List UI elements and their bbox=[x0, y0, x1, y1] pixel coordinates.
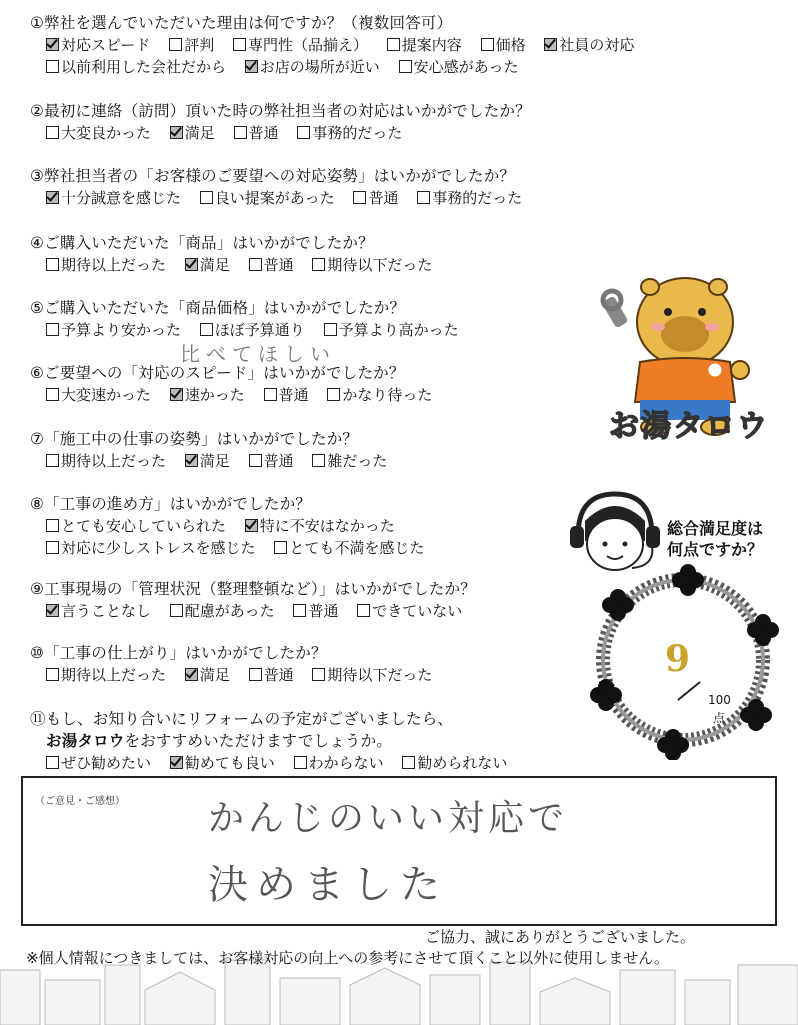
option[interactable]: 特に不安はなかった bbox=[245, 515, 395, 537]
option[interactable]: 普通 bbox=[264, 384, 309, 406]
option[interactable]: 期待以上だった bbox=[46, 450, 166, 472]
satisfaction-unit: 点 bbox=[713, 711, 726, 725]
checkbox[interactable] bbox=[544, 38, 557, 51]
question-6 bbox=[30, 362, 620, 406]
option[interactable]: とても安心していられた bbox=[46, 515, 226, 537]
option[interactable]: 予算より高かった bbox=[324, 319, 459, 341]
options-row bbox=[30, 187, 620, 209]
question-title: ④ご購入いただいた「商品」はいかがでしたか？ bbox=[30, 234, 374, 252]
option[interactable]: 十分誠意を感じた bbox=[46, 187, 181, 209]
brand-logo bbox=[600, 405, 778, 453]
checkbox[interactable] bbox=[264, 388, 277, 401]
checkbox[interactable] bbox=[399, 60, 412, 73]
options-row bbox=[30, 515, 620, 537]
option[interactable]: 期待以上だった bbox=[46, 254, 166, 276]
checkbox[interactable] bbox=[185, 454, 198, 467]
question-title: ⑨工事現場の「管理状況（整理整頓など）」はいかがでしたか？ bbox=[30, 580, 476, 598]
option[interactable]: 普通 bbox=[249, 254, 294, 276]
checkbox[interactable] bbox=[200, 191, 213, 204]
question-title-line2: お湯タロウをおすすめいただけますでしょうか。 bbox=[46, 732, 393, 750]
option[interactable]: 大変良かった bbox=[46, 122, 151, 144]
option[interactable]: ほぼ予算通り bbox=[200, 319, 305, 341]
checkbox[interactable] bbox=[327, 388, 340, 401]
options-row bbox=[30, 122, 620, 144]
checkbox[interactable] bbox=[46, 323, 59, 336]
option[interactable]: 期待以下だった bbox=[312, 664, 432, 686]
option[interactable]: 提案内容 bbox=[387, 34, 462, 56]
option[interactable]: 大変速かった bbox=[46, 384, 151, 406]
comment-line-2: 決めました bbox=[208, 862, 448, 908]
checkbox[interactable] bbox=[46, 519, 59, 532]
question-title: ⑥ご要望への「対応のスピード」はいかがでしたか？ bbox=[30, 364, 405, 382]
question-2 bbox=[30, 100, 620, 144]
question-title: ⑪もし、お知り合いにリフォームの予定がございましたら、 bbox=[30, 710, 454, 728]
checkbox[interactable] bbox=[185, 668, 198, 681]
checkbox[interactable] bbox=[46, 191, 59, 204]
checkbox[interactable] bbox=[274, 541, 287, 554]
option[interactable]: 事務的だった bbox=[297, 122, 402, 144]
option[interactable]: 言うことなし bbox=[46, 600, 151, 622]
options-row bbox=[30, 600, 620, 622]
option[interactable]: 雑だった bbox=[312, 450, 387, 472]
checkbox[interactable] bbox=[249, 454, 262, 467]
option[interactable]: 評判 bbox=[169, 34, 214, 56]
checkbox[interactable] bbox=[312, 668, 325, 681]
checkbox[interactable] bbox=[249, 668, 262, 681]
brand-name: お湯タロウ bbox=[609, 409, 769, 444]
option[interactable]: 価格 bbox=[481, 34, 526, 56]
option[interactable]: 以前利用した会社だから bbox=[46, 56, 226, 78]
checkbox[interactable] bbox=[357, 604, 370, 617]
option[interactable]: 満足 bbox=[185, 450, 230, 472]
question-4 bbox=[30, 232, 620, 276]
checkbox[interactable] bbox=[249, 258, 262, 271]
question-8 bbox=[30, 493, 620, 559]
option[interactable]: 期待以下だった bbox=[312, 254, 432, 276]
question-7 bbox=[30, 428, 620, 472]
option[interactable]: 対応に少しストレスを感じた bbox=[46, 537, 256, 559]
checkbox[interactable] bbox=[46, 38, 59, 51]
option[interactable]: 社員の対応 bbox=[544, 34, 634, 56]
checkbox[interactable] bbox=[402, 756, 415, 769]
option[interactable]: とても不満を感じた bbox=[274, 537, 424, 559]
checkbox[interactable] bbox=[170, 388, 183, 401]
options-row bbox=[30, 384, 620, 406]
option[interactable]: 良い提案があった bbox=[200, 187, 335, 209]
options-row bbox=[30, 752, 620, 774]
satisfaction-title: 総合満足度は 何点ですか？ bbox=[666, 519, 763, 559]
question-title: ③弊社担当者の「お客様のご要望への対応姿勢」はいかがでしたか？ bbox=[30, 167, 516, 185]
options-row bbox=[30, 664, 620, 686]
option[interactable]: 配慮があった bbox=[170, 600, 275, 622]
option[interactable]: 専門性（品揃え） bbox=[233, 34, 368, 56]
checkbox[interactable] bbox=[312, 258, 325, 271]
option[interactable]: 満足 bbox=[170, 122, 215, 144]
options-row bbox=[30, 34, 635, 56]
option[interactable]: お店の場所が近い bbox=[245, 56, 380, 78]
handwritten-note: 比べてほしい bbox=[180, 342, 336, 366]
checkbox[interactable] bbox=[324, 323, 337, 336]
question-5 bbox=[30, 297, 620, 341]
option[interactable]: ぜひ勧めたい bbox=[46, 752, 151, 774]
option[interactable]: 普通 bbox=[353, 187, 398, 209]
checkbox[interactable] bbox=[200, 323, 213, 336]
options-row bbox=[30, 254, 620, 276]
option[interactable]: 速かった bbox=[170, 384, 245, 406]
question-1 bbox=[30, 12, 635, 78]
checkbox[interactable] bbox=[46, 454, 59, 467]
question-title: ⑦「施工中の仕事の姿勢」はいかがでしたか？ bbox=[30, 430, 359, 448]
question-title: ②最初に連絡（訪問）頂いた時の弊社担当者の対応はいかがでしたか？ bbox=[30, 102, 531, 120]
checkbox[interactable] bbox=[46, 756, 59, 769]
checkbox[interactable] bbox=[46, 541, 59, 554]
checkbox[interactable] bbox=[245, 519, 258, 532]
privacy-notice: ※個人情報につきましては、お客様対応の向上への参考にさせて頂くこと以外に使用しません。 bbox=[26, 949, 670, 967]
question-title: ①弊社を選んでいただいた理由は何ですか？（複数回答可） bbox=[30, 14, 453, 32]
checkbox[interactable] bbox=[387, 38, 400, 51]
checkbox[interactable] bbox=[46, 388, 59, 401]
question-10 bbox=[30, 642, 620, 686]
option[interactable]: かなり待った bbox=[327, 384, 432, 406]
checkbox[interactable] bbox=[46, 126, 59, 139]
satisfaction-score: 9 bbox=[665, 638, 691, 680]
question-3 bbox=[30, 165, 620, 209]
checkbox[interactable] bbox=[170, 756, 183, 769]
option[interactable]: 勧めても良い bbox=[170, 752, 275, 774]
option[interactable]: 普通 bbox=[293, 600, 338, 622]
satisfaction-max: 100 bbox=[708, 693, 731, 707]
option[interactable]: 期待以上だった bbox=[46, 664, 166, 686]
option[interactable]: 普通 bbox=[234, 122, 279, 144]
option[interactable]: 普通 bbox=[249, 664, 294, 686]
brand-inline: お湯タロウ bbox=[46, 732, 125, 750]
option[interactable]: 事務的だった bbox=[417, 187, 522, 209]
option[interactable]: 安心感があった bbox=[399, 56, 519, 78]
checkbox[interactable] bbox=[46, 604, 59, 617]
checkbox[interactable] bbox=[185, 258, 198, 271]
options-row bbox=[30, 56, 620, 78]
checkbox[interactable] bbox=[233, 38, 246, 51]
question-9 bbox=[30, 578, 620, 622]
option[interactable]: できていない bbox=[357, 600, 462, 622]
checkbox[interactable] bbox=[293, 604, 306, 617]
question-11 bbox=[30, 708, 620, 774]
checkbox[interactable] bbox=[353, 191, 366, 204]
checkbox[interactable] bbox=[481, 38, 494, 51]
options-row bbox=[30, 450, 620, 472]
checkbox[interactable] bbox=[234, 126, 247, 139]
question-title: ⑩「工事の仕上がり」はいかがでしたか？ bbox=[30, 644, 327, 662]
checkbox[interactable] bbox=[169, 38, 182, 51]
checkbox[interactable] bbox=[245, 60, 258, 73]
checkbox[interactable] bbox=[294, 756, 307, 769]
checkbox[interactable] bbox=[46, 668, 59, 681]
question-title: ⑤ご購入いただいた「商品価格」はいかがでしたか？ bbox=[30, 299, 406, 317]
option[interactable]: 普通 bbox=[249, 450, 294, 472]
checkbox[interactable] bbox=[170, 604, 183, 617]
options-row bbox=[30, 537, 620, 559]
question-title: ⑧「工事の進め方」はいかがでしたか？ bbox=[30, 495, 311, 513]
comment-label: （ご意見・ご感想） bbox=[35, 796, 125, 807]
option[interactable]: 対応スピード bbox=[46, 34, 150, 56]
checkbox[interactable] bbox=[312, 454, 325, 467]
thanks-text: ご協力、誠にありがとうございました。 bbox=[425, 928, 696, 946]
comment-line-1: かんじのいい対応で bbox=[208, 798, 569, 839]
checkbox[interactable] bbox=[297, 126, 310, 139]
option[interactable]: 予算より安かった bbox=[46, 319, 181, 341]
comment-box[interactable] bbox=[21, 776, 777, 926]
checkbox[interactable] bbox=[46, 258, 59, 271]
option[interactable]: 満足 bbox=[185, 254, 230, 276]
checkbox[interactable] bbox=[46, 60, 59, 73]
option[interactable]: 勧められない bbox=[402, 752, 507, 774]
checkbox[interactable] bbox=[417, 191, 430, 204]
checkbox[interactable] bbox=[170, 126, 183, 139]
option[interactable]: わからない bbox=[294, 752, 384, 774]
option[interactable]: 満足 bbox=[185, 664, 230, 686]
